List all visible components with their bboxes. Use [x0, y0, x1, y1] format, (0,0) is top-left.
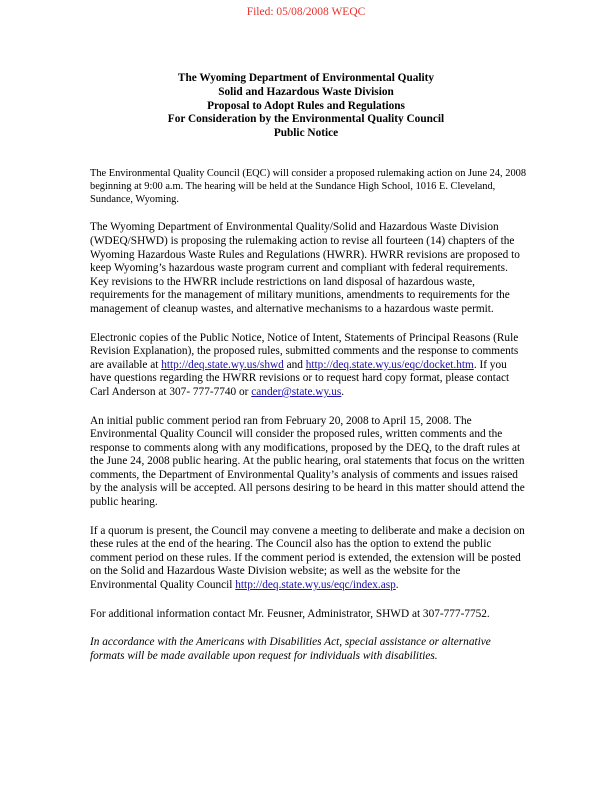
title-line-proposal: Proposal to Adopt Rules and Regulations [207, 99, 405, 112]
paragraph-additional-info: For additional information contact Mr. Feusner, Administrator, SHWD at 307-777-7752. [90, 607, 490, 620]
filed-stamp: Filed: 05/08/2008 WEQC [246, 6, 366, 18]
title-line-division: Solid and Hazardous Waste Division [218, 85, 394, 98]
title-line-public-notice: Public Notice [273, 127, 339, 140]
text-segment: . [341, 385, 345, 398]
document-title [0, 72, 612, 141]
contact-email-link[interactable]: cander@state.wy.us [251, 385, 342, 398]
paragraph-rulemaking-action: The Wyoming Department of Environmental Quality/Solid and Hazardous Waste Division (WDEQ/SHWD) is proposing the rulemaking action to revise all fourteen (14) chapters of the Wyoming Hazardous Waste Rules and Regulations (HWRR). HWRR revisions are proposed to keep Wyoming’s hazardous waste program current and compliant with federal requirements. Key revisions to the HWRR include restrictions on land disposal of hazardous waste, requirements for the management of military munitions, amendments to requirements for the management of cleanup wastes, and alternative mechanisms to a hazardous waste permit. [90, 221, 520, 315]
paragraph-electronic-copies [90, 332, 528, 400]
paragraph-ada-notice: In accordance with the Americans with Disabilities Act, special assistance or alternative formats will be made available upon request for individuals with disabilities. [90, 636, 491, 662]
paragraph-hearing-info: The Environmental Quality Council (EQC) will consider a proposed rulemaking action on June 24, 2008 beginning at 9:00 a.m. The hearing will be held at the Sundance High School, 1016 E. Cleveland, Sundance, Wyoming. [90, 168, 527, 205]
text-segment: Electronic copies of the Public Notice, Notice of Intent, Statements of Principal Reasons (Rule Revision Explanation), the proposed rules, submitted comments and the response to comments are available at [90, 331, 519, 371]
eqc-index-link[interactable]: http://deq.state.wy.us/eqc/index.asp [235, 579, 396, 592]
text-segment: and [283, 358, 306, 371]
shwd-link[interactable]: http://deq.state.wy.us/shwd [161, 358, 284, 371]
document-body [90, 168, 528, 678]
title-line-agency: The Wyoming Department of Environmental Quality [177, 72, 435, 84]
title-line-consideration: For Consideration by the Environmental Quality Council [167, 113, 445, 126]
text-segment: . [395, 579, 399, 592]
paragraph-quorum [90, 525, 528, 593]
text-segment: If a quorum is present, the Council may convene a meeting to deliberate and make a decision on these rules at the end of the hearing. The Council also has the option to extend the public comment period on these rules. If the comment period is extended, the extension will be posted on the Solid and Hazardous Waste Division website; as well as the website for the Environmental Quality Council [90, 524, 525, 592]
paragraph-comment-period: An initial public comment period ran from February 20, 2008 to April 15, 2008. The Environmental Quality Council will consider the proposed rules, written comments and the response to comments along with any modifications, proposed by the DEQ, to the draft rules at the June 24, 2008 public hearing. At the public hearing, oral statements that focus on the written comments, the Department of Environmental Quality’s analysis of comments and issues raised by the analysis will be accepted. All persons desiring to be heard in this matter should attend the public hearing. [90, 414, 525, 509]
text-segment: . If you have questions regarding the HWRR revisions or to request hard copy format, please contact Carl Anderson at 307- 777-7740 or [90, 358, 510, 398]
eqc-docket-link[interactable]: http://deq.state.wy.us/eqc/docket.htm [305, 358, 474, 371]
